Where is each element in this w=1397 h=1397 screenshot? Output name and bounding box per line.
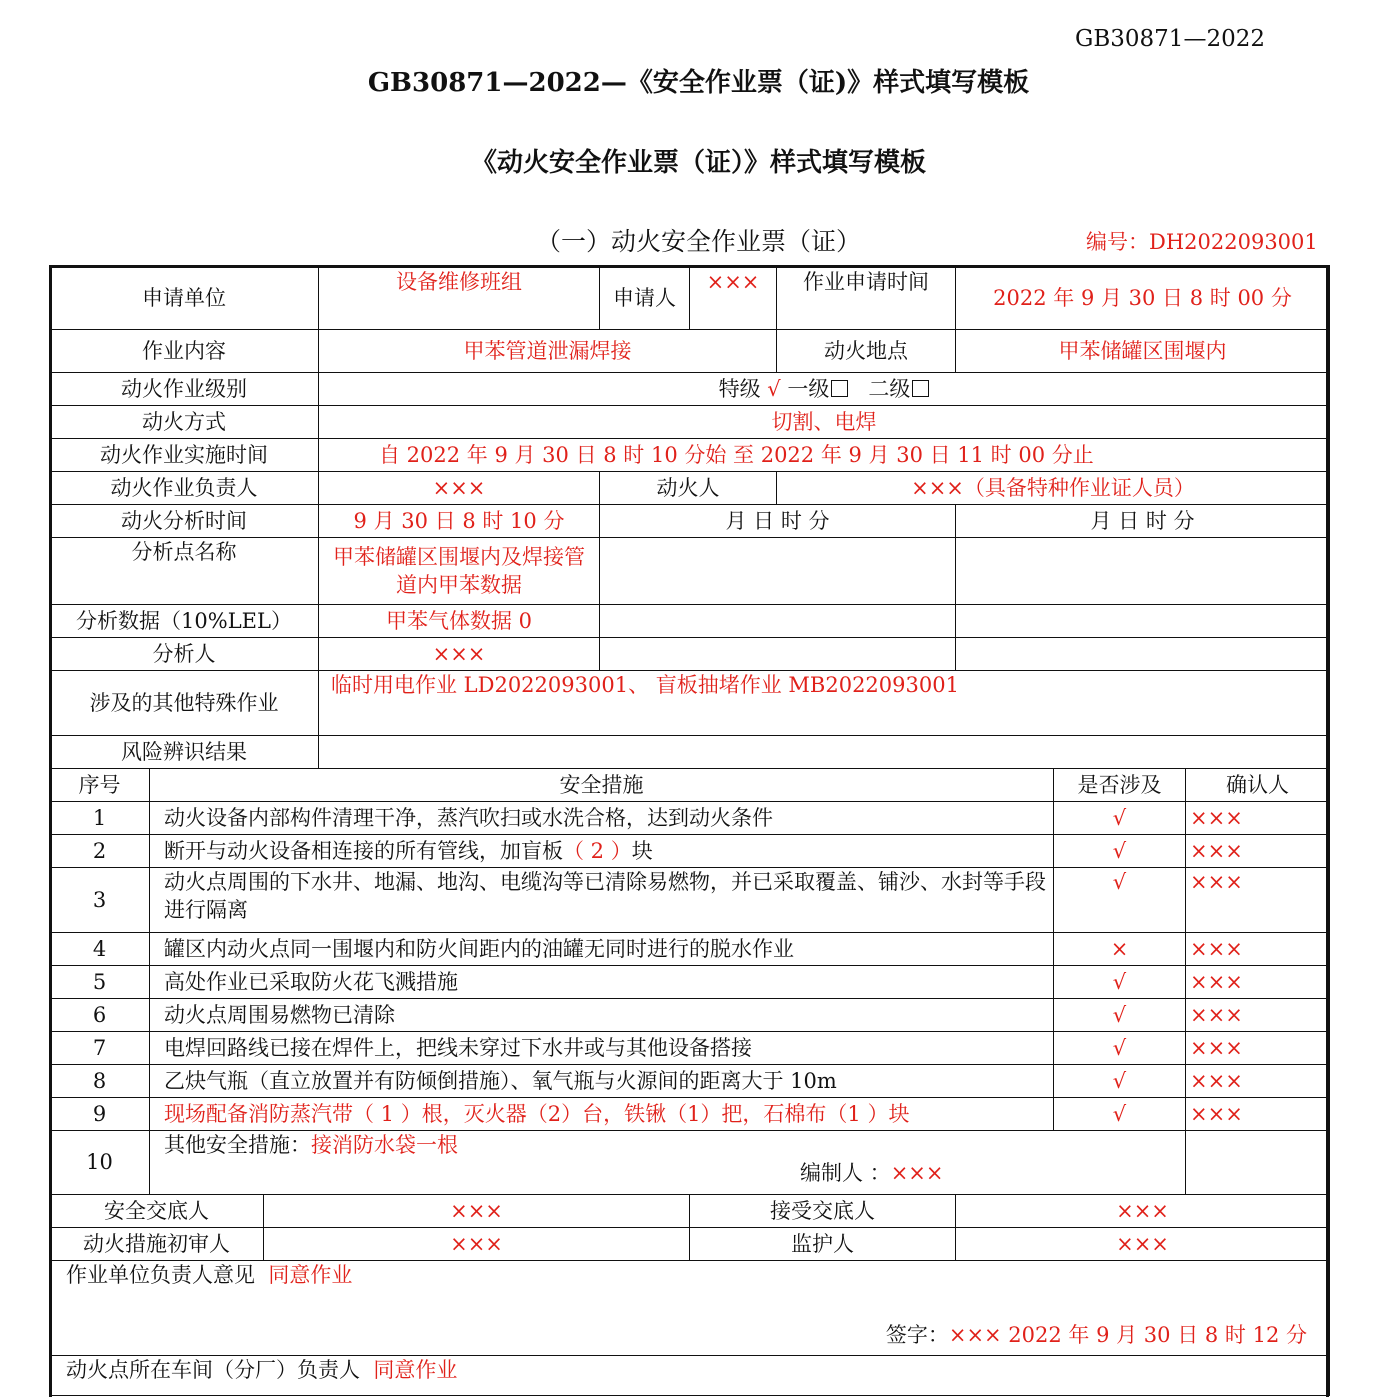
briefer-label: 安全交底人 bbox=[50, 1195, 264, 1228]
measure-text: 动火设备内部构件清理干净，蒸汽吹扫或水洗合格，达到动火条件 bbox=[150, 802, 1054, 835]
measure-involved: √ bbox=[1054, 868, 1186, 933]
author-label: 编制人 ： bbox=[800, 1161, 891, 1186]
site-value: 甲苯储罐区围堰内 bbox=[956, 330, 1330, 373]
measure-text-tail: 块 bbox=[631, 838, 653, 863]
point-label: 分析点名称 bbox=[50, 538, 319, 605]
measure-no: 3 bbox=[50, 868, 150, 933]
leader-label: 动火作业负责人 bbox=[50, 472, 319, 505]
data-label: 分析数据（10%LEL） bbox=[50, 605, 319, 638]
measure-involved: × bbox=[1054, 933, 1186, 966]
measure-involved: √ bbox=[1054, 835, 1186, 868]
measure-confirm: ××× bbox=[1186, 933, 1330, 966]
main-title: GB30871—2022—《安全作业票（证)》样式填写模板 bbox=[367, 68, 1030, 98]
level-options bbox=[319, 373, 1330, 406]
sign-value: ××× 2022 年 9 月 30 日 8 时 12 分 bbox=[948, 1322, 1307, 1347]
col-header-measure: 安全措施 bbox=[150, 769, 1054, 802]
apply-time-label: 作业申请时间 bbox=[777, 267, 956, 330]
measure-confirm: ××× bbox=[1186, 835, 1330, 868]
standard-number: GB30871—2022 bbox=[1075, 26, 1265, 52]
other-measures bbox=[150, 1131, 1186, 1195]
unit-opinion-label: 作业单位负责人意见 bbox=[66, 1263, 255, 1287]
level-label: 动火作业级别 bbox=[50, 373, 319, 406]
measure-involved: √ bbox=[1054, 1098, 1186, 1131]
measure-confirm: ××× bbox=[1186, 868, 1330, 933]
author-value: ××× bbox=[890, 1161, 944, 1186]
checkbox-level-two[interactable] bbox=[912, 380, 929, 397]
unit-opinion-value: 同意作业 bbox=[268, 1263, 353, 1287]
hot-work-permit-table bbox=[49, 265, 1330, 1396]
workshop-value: 同意作业 bbox=[373, 1358, 458, 1382]
serial-value: DH2022093001 bbox=[1149, 230, 1318, 254]
measure-no: 5 bbox=[50, 966, 150, 999]
check-mark-icon: √ bbox=[767, 376, 781, 401]
point-value: 甲苯储罐区围堰内及焊接管道内甲苯数据 bbox=[319, 538, 600, 605]
serial-label: 编号： bbox=[1086, 230, 1149, 254]
data-blank-2 bbox=[600, 605, 956, 638]
briefer-value: ××× bbox=[264, 1195, 690, 1228]
guardian-label: 监护人 bbox=[690, 1228, 956, 1261]
welder-value: ×××（具备特种作业证人员） bbox=[777, 472, 1330, 505]
unit-opinion-section bbox=[50, 1261, 1330, 1356]
other-work-label: 涉及的其他特殊作业 bbox=[50, 671, 319, 736]
other-measures-label: 其他安全措施： bbox=[164, 1133, 311, 1157]
measure-no: 6 bbox=[50, 999, 150, 1032]
measure-text: 现场配备消防蒸汽带（ 1 ）根，灭火器（2）台，铁锹（1）把，石棉布（1 ）块 bbox=[150, 1098, 1054, 1131]
measure-confirm: ××× bbox=[1186, 966, 1330, 999]
workshop-opinion-section bbox=[50, 1356, 1330, 1396]
measure-involved: √ bbox=[1054, 802, 1186, 835]
risk-value bbox=[319, 736, 1330, 769]
measure-confirm: ××× bbox=[1186, 999, 1330, 1032]
applicant-label: 申请人 bbox=[600, 267, 690, 330]
sub-title: 《动火安全作业票（证）》样式填写模板 bbox=[470, 148, 926, 178]
measure-confirm: ××× bbox=[1186, 1032, 1330, 1065]
measure-text bbox=[150, 835, 1054, 868]
measure-text: 乙炔气瓶（直立放置并有防倾倒措施）、氧气瓶与火源间的距离大于 10m bbox=[150, 1065, 1054, 1098]
point-blank-3 bbox=[956, 538, 1330, 605]
col-header-confirm: 确认人 bbox=[1186, 769, 1330, 802]
content-label: 作业内容 bbox=[50, 330, 319, 373]
analysis-time-blank-3: 月 日 时 分 bbox=[956, 505, 1330, 538]
measure-text: 电焊回路线已接在焊件上，把线未穿过下水井或与其他设备搭接 bbox=[150, 1032, 1054, 1065]
data-blank-3 bbox=[956, 605, 1330, 638]
level-special-label: 特级 bbox=[718, 376, 761, 401]
measure-text: 动火点周围的下水井、地漏、地沟、电缆沟等已清除易燃物，并已采取覆盖、铺沙、水封等手段进行隔离 bbox=[150, 868, 1054, 933]
measure-no: 7 bbox=[50, 1032, 150, 1065]
other-measures-value: 接消防水袋一根 bbox=[311, 1133, 458, 1157]
leader-value: ××× bbox=[319, 472, 600, 505]
measure-text-main: 断开与动火设备相连接的所有管线，加盲板 bbox=[164, 838, 563, 863]
sign-label: 签字： bbox=[885, 1322, 949, 1347]
measure-no: 2 bbox=[50, 835, 150, 868]
measure-no: 8 bbox=[50, 1065, 150, 1098]
col-header-no: 序号 bbox=[50, 769, 150, 802]
applicant-value: ××× bbox=[690, 267, 777, 330]
measure-no: 1 bbox=[50, 802, 150, 835]
data-value: 甲苯气体数据 0 bbox=[319, 605, 600, 638]
welder-label: 动火人 bbox=[600, 472, 777, 505]
measure-involved: √ bbox=[1054, 1065, 1186, 1098]
level-two-label: 二级 bbox=[868, 376, 911, 401]
analyst-blank-3 bbox=[956, 638, 1330, 671]
apply-unit-value: 设备维修班组 bbox=[319, 267, 600, 330]
point-blank-2 bbox=[600, 538, 956, 605]
receiver-label: 接受交底人 bbox=[690, 1195, 956, 1228]
measure-involved: √ bbox=[1054, 966, 1186, 999]
apply-time-value: 2022 年 9 月 30 日 8 时 00 分 bbox=[956, 267, 1330, 330]
guardian-value: ××× bbox=[956, 1228, 1330, 1261]
measure-confirm: ××× bbox=[1186, 802, 1330, 835]
method-label: 动火方式 bbox=[50, 406, 319, 439]
content-value: 甲苯管道泄漏焊接 bbox=[319, 330, 777, 373]
table-border-right bbox=[1326, 265, 1329, 1397]
measure-text: 高处作业已采取防火花飞溅措施 bbox=[150, 966, 1054, 999]
risk-label: 风险辨识结果 bbox=[50, 736, 319, 769]
analysis-time-label: 动火分析时间 bbox=[50, 505, 319, 538]
receiver-value: ××× bbox=[956, 1195, 1330, 1228]
measure-involved: √ bbox=[1054, 1032, 1186, 1065]
analyst-value: ××× bbox=[319, 638, 600, 671]
apply-unit-label: 申请单位 bbox=[50, 267, 319, 330]
measure-blank-count: （ 2 ） bbox=[563, 838, 632, 863]
analyst-label: 分析人 bbox=[50, 638, 319, 671]
other-measures-confirm bbox=[1186, 1131, 1330, 1195]
period-value: 自 2022 年 9 月 30 日 8 时 10 分始 至 2022 年 9 月 30 日 11 时 00 分止 bbox=[319, 439, 1330, 472]
measure-no: 10 bbox=[50, 1131, 150, 1195]
col-header-involved: 是否涉及 bbox=[1054, 769, 1186, 802]
measure-text: 动火点周围易燃物已清除 bbox=[150, 999, 1054, 1032]
table-border-left bbox=[49, 265, 52, 1397]
level-one-label: 一级 bbox=[787, 376, 830, 401]
measure-no: 4 bbox=[50, 933, 150, 966]
analysis-time-value: 9 月 30 日 8 时 10 分 bbox=[319, 505, 600, 538]
serial-number bbox=[1086, 226, 1318, 256]
other-work-value: 临时用电作业 LD2022093001、 盲板抽堵作业 MB2022093001 bbox=[319, 671, 1330, 736]
form-title: （一）动火安全作业票（证） bbox=[535, 227, 861, 256]
workshop-label: 动火点所在车间（分厂）负责人 bbox=[66, 1358, 360, 1382]
period-label: 动火作业实施时间 bbox=[50, 439, 319, 472]
site-label: 动火地点 bbox=[777, 330, 956, 373]
checkbox-level-one[interactable] bbox=[831, 380, 848, 397]
analysis-time-blank-2: 月 日 时 分 bbox=[600, 505, 956, 538]
reviewer-label: 动火措施初审人 bbox=[50, 1228, 264, 1261]
measure-no: 9 bbox=[50, 1098, 150, 1131]
analyst-blank-2 bbox=[600, 638, 956, 671]
measure-involved: √ bbox=[1054, 999, 1186, 1032]
measure-confirm: ××× bbox=[1186, 1098, 1330, 1131]
method-value: 切割、电焊 bbox=[319, 406, 1330, 439]
measure-text: 罐区内动火点同一围堰内和防火间距内的油罐无同时进行的脱水作业 bbox=[150, 933, 1054, 966]
measure-confirm: ××× bbox=[1186, 1065, 1330, 1098]
reviewer-value: ××× bbox=[264, 1228, 690, 1261]
